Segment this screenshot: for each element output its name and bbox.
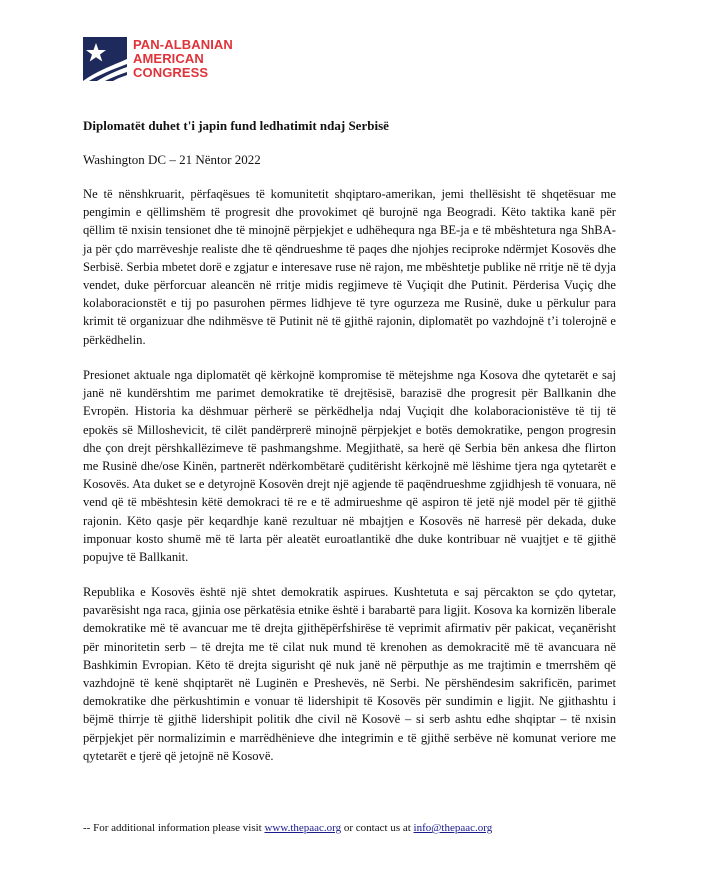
logo-wordmark [133,38,233,80]
paac-logo [83,36,283,82]
paragraph-3: Republika e Kosovës është një shtet demokratik aspirues. Kushtetuta e saj përcakton se çdo qytetar, pavarësisht nga raca, gjinia ose përkatësia etnike është i barabartë para ligjit. Kosova ka kornizën liberale demokratike më të avancuar me të drejta gjithëpërfshirëse të veprimit afirmativ për pakicat, veçanërisht për minoritetin serb – të drejta me të cilat nuk mund të krenohen as demokracitë më të avancuara në Bashkimin Evropian. Këto të drejta sigurisht që nuk janë në përputhje as me trajtimin e tmerrshëm që vazhdojnë të kenë shqiptarët në Luginën e Preshevës, në Serbi. Ne përshëndesim sakrificën, parimet demokratike dhe përkushtimin e vonuar të lidershipit të Kosovës për sundimin e ligjit. Ne gjithashtu i bëjmë thirrje të gjithë lidershipit politik dhe civil në Kosovë – si serb ashtu edhe shqiptar – të nxisin përpjekjet për normalizimin e marrëdhënieve dhe integrimin e të gjithë serbëve në komunat veriore me qytetarët e tjerë që jetojnë në Kosovë. [83,585,616,763]
paragraph-2: Presionet aktuale nga diplomatët që kërkojnë kompromise të mëtejshme nga Kosova dhe qytetarët e saj janë në kundërshtim me parimet demokratike të drejtësisë, barazisë dhe progresit për Ballkanin dhe Evropën. Historia ka dëshmuar përherë se përkëdhelja ndaj Vuçiqit dhe kolaboracionistëve të tij të epokës së Milloshevicit, të cilët pandërprerë minojnë përpjekjet e botës demokratike, pengon progresin dhe çon drejt përshkallëzimeve të pashmangshme. Megjithatë, sa herë që Serbia bën ankesa dhe flirton me Rusinë dhe/ose Kinën, partnerët ndërkombëtarë çuditërisht kërkojnë më lëshime tjera nga qytetarët e Kosovës. Ata duket se e detyrojnë Kosovën drejt një agjende të paqëndrueshme zgjidhjesh të vonuara, në vend që të mbështesin këtë demokraci të re e të admirueshme që aspiron të jetë një model për të gjithë rajonin. Këto qasje për keqardhje kanë rezultuar në mbajtjen e Kosovës në harresë për dekada, duke imponuar kosto shumë më të larta për aleatët euroatlantikë dhe duke kontribuar në vuajtjet e të gjithë popujve të Ballkanit. [83,368,616,565]
logo-line-3: CONGRESS [133,65,209,80]
paragraph-1: Ne të nënshkruarit, përfaqësues të komunitetit shqiptaro-amerikan, jemi thellësisht të shqetësuar me pengimin e qëllimshëm të progresit dhe provokimet që burojnë nga Beogradi. Këto taktika kanë për qëllim të nxisin tensionet dhe të minojnë përpjekjet e udhëhequra nga BE-ja e të mbështetura nga ShBA-ja për çdo marrëveshje realiste dhe të qëndrueshme të paqes dhe njohjes reciproke ndërmjet Kosovës dhe Serbisë. Serbia mbetet dorë e zgjatur e interesave ruse në rajon, me mbështetje publike në rritje në të dyja vendet, duke përforcuar aleancën në rritje midis regjimeve të Vuçiqit dhe Putinit. Përderisa Vuçiç dhe kolaboracionstët e tij po pasurohen përmes lidhjeve të tyre ogurzeza me Rusinë, duke u përkulur para krimit të organizuar dhe ndihmësve të Putinit në të gjithë rajonin, diplomatët po vazhdojnë t’i tolerojnë e përkëdhelin. [83,187,616,347]
email-link[interactable]: info@thepaac.org [413,822,493,834]
flag-star-icon [83,37,127,81]
footer-contact [83,822,492,834]
document-title: Diplomatët duhet t'i japin fund ledhatimit ndaj Serbisë [83,118,389,133]
footer-middle: or contact us at [343,822,411,834]
dateline: Washington DC – 21 Nëntor 2022 [83,152,261,167]
logo-line-1: PAN-ALBANIAN [133,37,233,52]
website-link[interactable]: www.thepaac.org [264,822,342,834]
footer-prefix: -- For additional information please visit [83,822,262,834]
logo-line-2: AMERICAN [133,51,204,66]
